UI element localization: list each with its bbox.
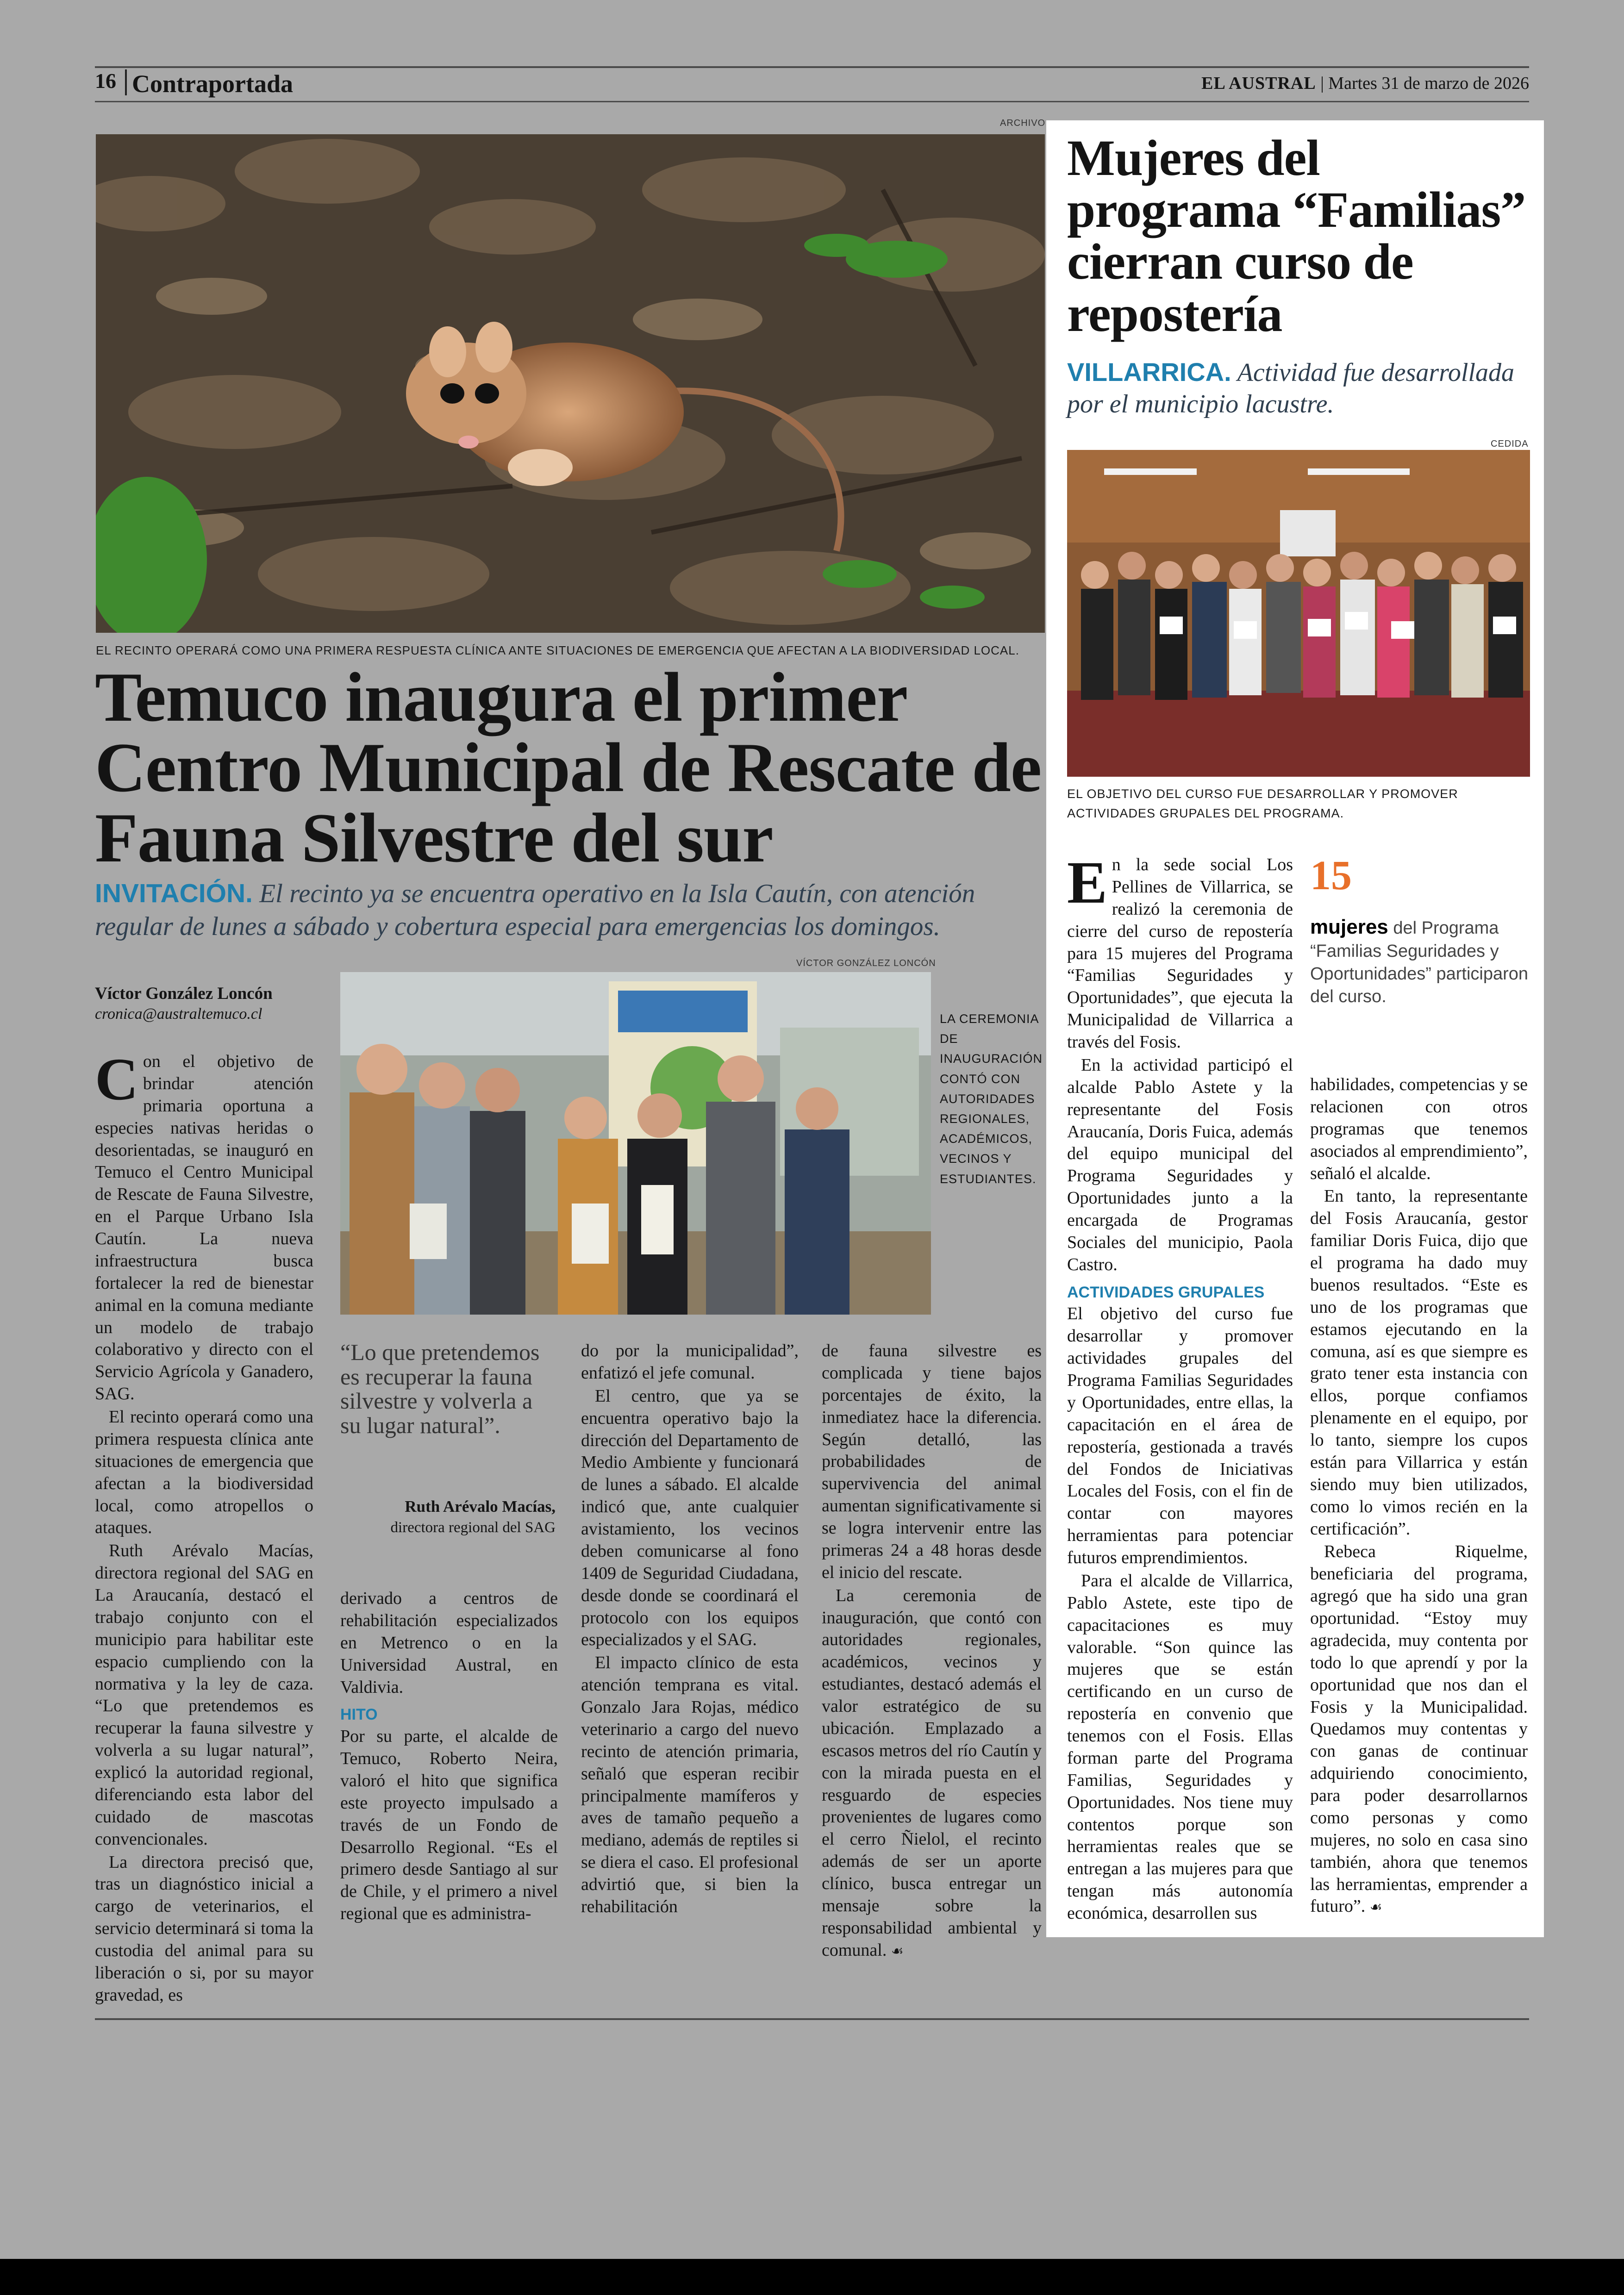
issue-date: Martes 31 de marzo de 2026 [1328,74,1529,93]
main-paragraph [822,1585,1042,1962]
main-paragraph: Ruth Arévalo Macías, directora regional del SAG en La Araucanía, destacó el trabajo conjunto con el municipio para habilitar este espacio cumpliendo con la normativa y la ley de caza. “Lo que pretendemos es recuperar la fauna silvestre y volverla a su lugar natural”, explicó la autoridad regional, diferenciando esta labor del cuidado de mascotas convencionales. [95,1541,313,1849]
group-photo [1067,450,1530,777]
side-paragraph-text: Rebeca Riquelme, beneficiaria del programa, agregó que ha sido una gran oportunidad. “Estoy muy agradecida, muy contenta por todo lo que aprendí y por la oportunidad que nos dan el Fosis y la Municipalidad. Quedamos muy contentas y con ganas de continuar adquiriendo conocimiento, para poder desarrollarnos como personas y como mujeres, no solo en casa sino también, ahora que tenemos las herramientas, emprender a futuro”. [1310,1542,1528,1916]
masthead-divider: | [1320,74,1329,93]
side-paragraph: En tanto, la representante del Fosis Araucanía, gestor familiar Doris Fuica, dijo que el programa ha dado muy buenos resultados. “Este es uno de los programas que estamos ejecutando en la comuna, así es que siempre es grato tener esta instancia con ellos, porque confiamos plenamente en el equipo, por lo tanto, siempre los cupos están para Villarrica y están siendo muy bien utilizados, como lo vimos recién en la certificación”. [1310,1186,1528,1539]
main-paragraph: do por la municipalidad”, enfatizó el jefe comunal. [581,1341,799,1383]
stat-bold: mujeres [1310,916,1388,938]
quote-attribution-name: Ruth Arévalo Macías, [405,1497,556,1515]
end-mark-icon: ☙ [1369,1899,1382,1916]
side-photo-credit: CEDIDA [1491,439,1529,449]
side-paragraph: habilidades, competencias y se relacionen con otros programas que tenemos asociados al emprendimiento”, señaló el alcalde. [1310,1075,1528,1183]
side-column-1 [1067,849,1293,1926]
main-headline: Temuco inaugura el primer Centro Municipal de Rescate de Fauna Silvestre del sur [95,658,1042,877]
photo-credit: ARCHIVO [1000,118,1046,128]
drop-cap: E [1067,849,1107,916]
photo-caption: EL RECINTO OPERARÁ COMO UNA PRIMERA RESPUESTA CLÍNICA ANTE SITUACIONES DE EMERGENCIA QUE AFECTAN A LA BIODIVERSIDAD LOCAL. [96,643,1019,657]
subhead: HITO [340,1706,378,1724]
bottom-rule [95,2018,1529,2020]
side-deck-text: Actividad fue desarrollada por el municipio lacustre. [1067,358,1514,419]
main-paragraph: El centro, que ya se encuentra operativo bajo la dirección del Departamento de Medio Ambiente y funcionará de lunes a sábado. El alcalde indicó que, ante cualquier avistamiento, los vecinos deben comunicarse al fono 1409 de Seguridad Ciudadana, desde donde se coordinará el protocolo con los equipos especializados y el SAG. [581,1386,799,1650]
main-deck [95,877,1044,943]
stat-description: del Programa “Familias Seguridades y Oportunidades” participaron del curso. [1310,918,1529,1006]
main-deck-text: El recinto ya se encuentra operativo en la Isla Cautín, con atención regular de lunes a sábado y cobertura especial para emergencias los domingos. [95,879,975,942]
stat-text [1310,914,1532,1008]
newspaper-name: EL AUSTRAL [1201,74,1316,93]
side-photo-caption: EL OBJETIVO DEL CURSO FUE DESARROLLAR Y PROMOVER ACTIVIDADES GRUPALES DEL PROGRAMA. [1067,787,1458,820]
side-paragraph: Para el alcalde de Villarrica, Pablo Astete, este tipo de capacitaciones es muy valorable. “Son quince las mujeres que se están certificando en un curso de repostería en convenio que tenemos con el Fosis. Ellas forman parte del Programa Familias, Seguridades y Oportunidades. Nos tiene muy contentos porque son herramientas reales que se entregan a las mujeres para que tengan más autonomía económica, desarrollen sus [1067,1571,1293,1923]
main-paragraph-text: La ceremonia de inauguración, que contó con autoridades regionales, académicos, vecinos y estudiantes, destacó además el valor estratégico de su ubicación. Emplazado a escasos metros del río Cautín y con la mirada puesta en el resguardo de especies provenientes de lugares como el cerro Ñielol, el recinto además de ser un aporte clínico, busca entregar un mensaje sobre la responsabilidad ambiental y comunal. [822,1585,1042,1960]
side-kicker: VILLARRICA. [1067,357,1231,387]
section-divider [125,69,127,95]
main-paragraph: derivado a centros de rehabilitación especializados en Metrenco o en la Universidad Austral, en Valdivia. [340,1589,558,1697]
side-column-2 [1310,1074,1528,1919]
end-mark-icon: ☙ [891,1943,904,1959]
side-paragraph [1067,849,1293,1054]
main-paragraph: Por su parte, el alcalde de Temuco, Roberto Neira, valoró el hito que significa este proyecto impulsado a través de un Fondo de Desarrollo Regional. “Es el primero desde Santiago al sur de Chile, y el primero a nivel regional que es administra- [340,1727,558,1924]
drop-cap: C [95,1046,138,1113]
photo2-credit: VÍCTOR GONZÁLEZ LONCÓN [796,958,936,968]
subhead: ACTIVIDADES GRUPALES [1067,1283,1265,1301]
main-paragraph: de fauna silvestre es complicada y tiene bajos porcentajes de éxito, la inmediatez hace la diferencia. Según detalló, las probabilidades de supervivencia del animal aumentan significativamente si se logra intervenir entre las primeras 24 a 48 horas desde el inicio del rescate. [822,1341,1042,1582]
side-paragraph-text: n la sede social Los Pellines de Villarrica, se realizó la ceremonia de cierre del curso de repostería para 15 mujeres del Programa “Familias Seguridades y Oportunidades”, que ejecuta la Municipalidad de Villarrica a través del Fosis. [1067,855,1293,1052]
section-name: Contraportada [132,70,293,98]
author-name: Víctor González Loncón [95,984,273,1003]
main-paragraph [95,1046,313,1405]
opossum-photo [96,134,1045,633]
author-email: cronica@australtemuco.cl [95,1005,262,1023]
side-paragraph: El objetivo del curso fue desarrollar y promover actividades grupales del Programa Familias Seguridades y Oportunidades, entre ellas, la capacitación en el área de repostería, gestionada a través del Fondos de Iniciativas Locales del Fosis, con el fin de contar con mayores herramientas para potenciar futuros emprendimientos. [1067,1304,1293,1568]
page-number: 16 [95,69,116,93]
photo2-caption: LA CEREMONIA DE INAUGURACIÓN CONTÓ CON AUTORIDADES REGIONALES, ACADÉMICOS, VECINOS Y ESTUDIANTES. [940,1012,1043,1186]
main-column-1 [95,1046,313,2008]
side-paragraph [1310,1541,1528,1918]
viewer-bottom-bar [0,2259,1624,2295]
masthead [1201,73,1529,94]
main-column-2 [340,1588,558,1926]
main-column-3 [581,1340,799,1919]
main-paragraph: La directora precisó que, tras un diagnóstico inicial a cargo de veterinarios, el servicio determinará si toma la custodia del animal para su liberación o si, por su mayor gravedad, es [95,1852,313,2005]
top-rule [95,66,1529,68]
quote-attribution-role: directora regional del SAG [390,1519,556,1536]
side-headline: Mujeres del programa “Familias” cierran curso de repostería [1067,130,1526,342]
ceremony-photo [340,972,931,1315]
header-rule [95,101,1529,102]
main-paragraph-text: on el objetivo de brindar atención primaria oportuna a especies nativas heridas o desorientadas, se inauguró en Temuco el Centro Municipal de Rescate de Fauna Silvestre, en el Parque Urbano Isla Cautín. La nueva infraestructura busca fortalecer la red de bienestar animal en la comuna mediante un modelo de trabajo colaborativo y directo con el Servicio Agrícola y Ganadero, SAG. [95,1052,313,1404]
stat-number: 15 [1310,853,1352,898]
main-column-4 [822,1340,1042,1963]
main-kicker: INVITACIÓN. [95,879,253,908]
main-paragraph: El impacto clínico de esta atención temprana es vital. Gonzalo Jara Rojas, médico veterinario a cargo del nuevo recinto de atención primaria, señaló que esperan recibir principalmente mamíferos y aves de tamaño pequeño a mediano, además de reptiles si se diera el caso. El profesional advirtió que, si bien la rehabilitación [581,1653,799,1916]
main-paragraph: El recinto operará como una primera respuesta clínica ante situaciones de emergencia que afectan a la biodiversidad local, como atropellos o ataques. [95,1407,313,1538]
side-paragraph: En la actividad participó el alcalde Pablo Astete y la representante del Fosis Araucanía, Doris Fuica, además del equipo municipal del Programa Seguridades y Oportunidades junto a la encargada de Programas Sociales del municipio, Paola Castro. [1067,1055,1293,1274]
pull-quote: “Lo que pretendemos es recuperar la fauna silvestre y volverla a su lugar natural”. [340,1339,540,1438]
side-deck [1067,356,1530,420]
